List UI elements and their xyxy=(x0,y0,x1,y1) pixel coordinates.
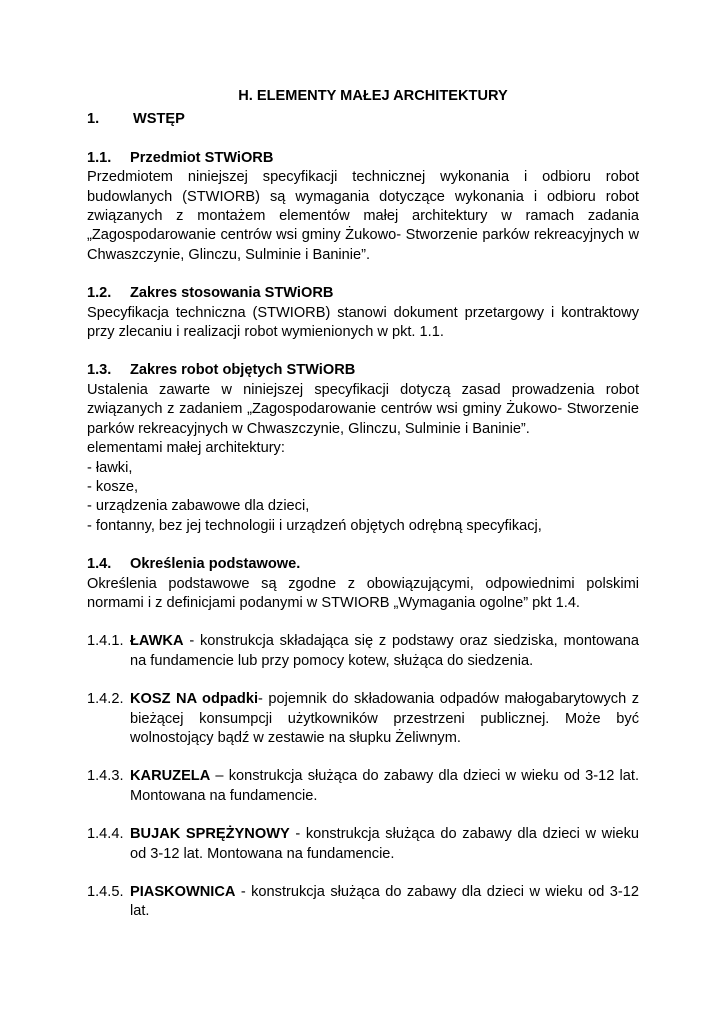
definition-number: 1.4.3. xyxy=(87,768,124,785)
definition-1-4-3 xyxy=(87,767,639,806)
section-number: 1.4. xyxy=(87,556,112,573)
section-1-2-text: Specyfikacja techniczna (STWIORB) stanowi dokument przetargowy i kontraktowy przy zlecaniu i realizacji robot wymienionych w pkt. 1.1. xyxy=(87,304,639,341)
definition-text: - pojemnik do składowania odpadów małogabarytowych z bieżącej konsumpcji użytkowników przestrzeni publicznej. Może być wolnostojący bądź w zestawie na słupku Żeliwnym. xyxy=(130,691,639,746)
definition-number: 1.4.5. xyxy=(87,884,124,900)
section-1-3-intro: elementami małej architektury: xyxy=(87,440,285,457)
section-heading-1 xyxy=(87,110,639,129)
definition-term: PIASKOWNICA xyxy=(130,884,236,900)
section-number: 1.2. xyxy=(87,285,112,302)
list-item: - ławki, xyxy=(87,459,133,476)
definition-text: - konstrukcja służąca do zabawy dla dzieci w wieku od 3-12 lat. Montowana na fundamencie. xyxy=(130,826,639,862)
section-1-4-text: Określenia podstawowe są zgodne z obowiązującymi, odpowiednimi polskimi normami i z definicjami podanymi w STWIORB „Wymagania ogolne” pkt 1.4. xyxy=(87,575,639,611)
section-label: Zakres stosowania STWiORB xyxy=(130,285,334,302)
section-1-1-text: Przedmiotem niniejszej specyfikacji technicznej wykonania i odbioru robot budowlanych (STWIORB) są wymagania dotyczące wykonania i odbioru robot związanych z montażem elementów małej architektury w ramach zadania „Zagospodarowanie centrów wsi gminy Żukowo- Stworzenie parków rekreacyjnych w Chwaszczynie, Glinczu, Sulminie i Baninie”. xyxy=(87,169,639,263)
definition-1-4-1 xyxy=(87,632,639,671)
document-title: H. ELEMENTY MAŁEJ ARCHITEKTURY xyxy=(238,88,508,104)
document-body xyxy=(87,87,639,922)
definition-number: 1.4.2. xyxy=(87,691,124,708)
section-label: Zakres robot objętych STWiORB xyxy=(130,362,356,379)
definition-term: BUJAK SPRĘŻYNOWY xyxy=(130,826,290,843)
section-label: Określenia podstawowe. xyxy=(130,556,301,573)
definition-number: 1.4.1. xyxy=(87,633,124,650)
section-heading-1-3 xyxy=(87,361,639,380)
definition-term: KOSZ NA odpadki xyxy=(130,691,259,708)
section-number: 1.1. xyxy=(87,149,112,166)
definition-text: - konstrukcja służąca do zabawy dla dzieci w wieku od 3-12 lat. xyxy=(130,884,639,920)
definition-1-4-5 xyxy=(87,883,639,922)
list-item: - fontanny, bez jej technologii i urządzeń objętych odrębną specyfikacj, xyxy=(87,517,542,534)
section-number: 1. xyxy=(87,111,100,128)
definition-1-4-2 xyxy=(87,690,639,748)
section-number: 1.3. xyxy=(87,362,112,379)
definition-term: ŁAWKA xyxy=(130,633,184,650)
definition-text: - konstrukcja składająca się z podstawy oraz siedziska, montowana na fundamencie lub przy pomocy kotew, służąca do siedzenia. xyxy=(130,633,639,669)
definition-number: 1.4.4. xyxy=(87,826,124,843)
section-heading-1-1 xyxy=(87,149,639,168)
definition-1-4-4 xyxy=(87,825,639,864)
list-item: - urządzenia zabawowe dla dzieci, xyxy=(87,498,310,515)
section-heading-1-4 xyxy=(87,555,639,574)
definition-term: KARUZELA xyxy=(130,768,211,785)
section-1-3-text: Ustalenia zawarte w niniejszej specyfikacji dotyczą zasad prowadzenia robot związanych z zadaniem „Zagospodarowanie centrów wsi gminy Żukowo- Stworzenie parków rekreacyjnych w Chwaszczynie, Glinczu, Sulminie i Baninie”. xyxy=(87,381,639,437)
list-item: - kosze, xyxy=(87,478,139,495)
section-label: WSTĘP xyxy=(133,111,185,128)
section-heading-1-2 xyxy=(87,284,639,303)
section-label: Przedmiot STWiORB xyxy=(130,149,274,166)
definition-text: – konstrukcja służąca do zabawy dla dzieci w wieku od 3-12 lat. Montowana na fundamencie. xyxy=(130,768,639,804)
